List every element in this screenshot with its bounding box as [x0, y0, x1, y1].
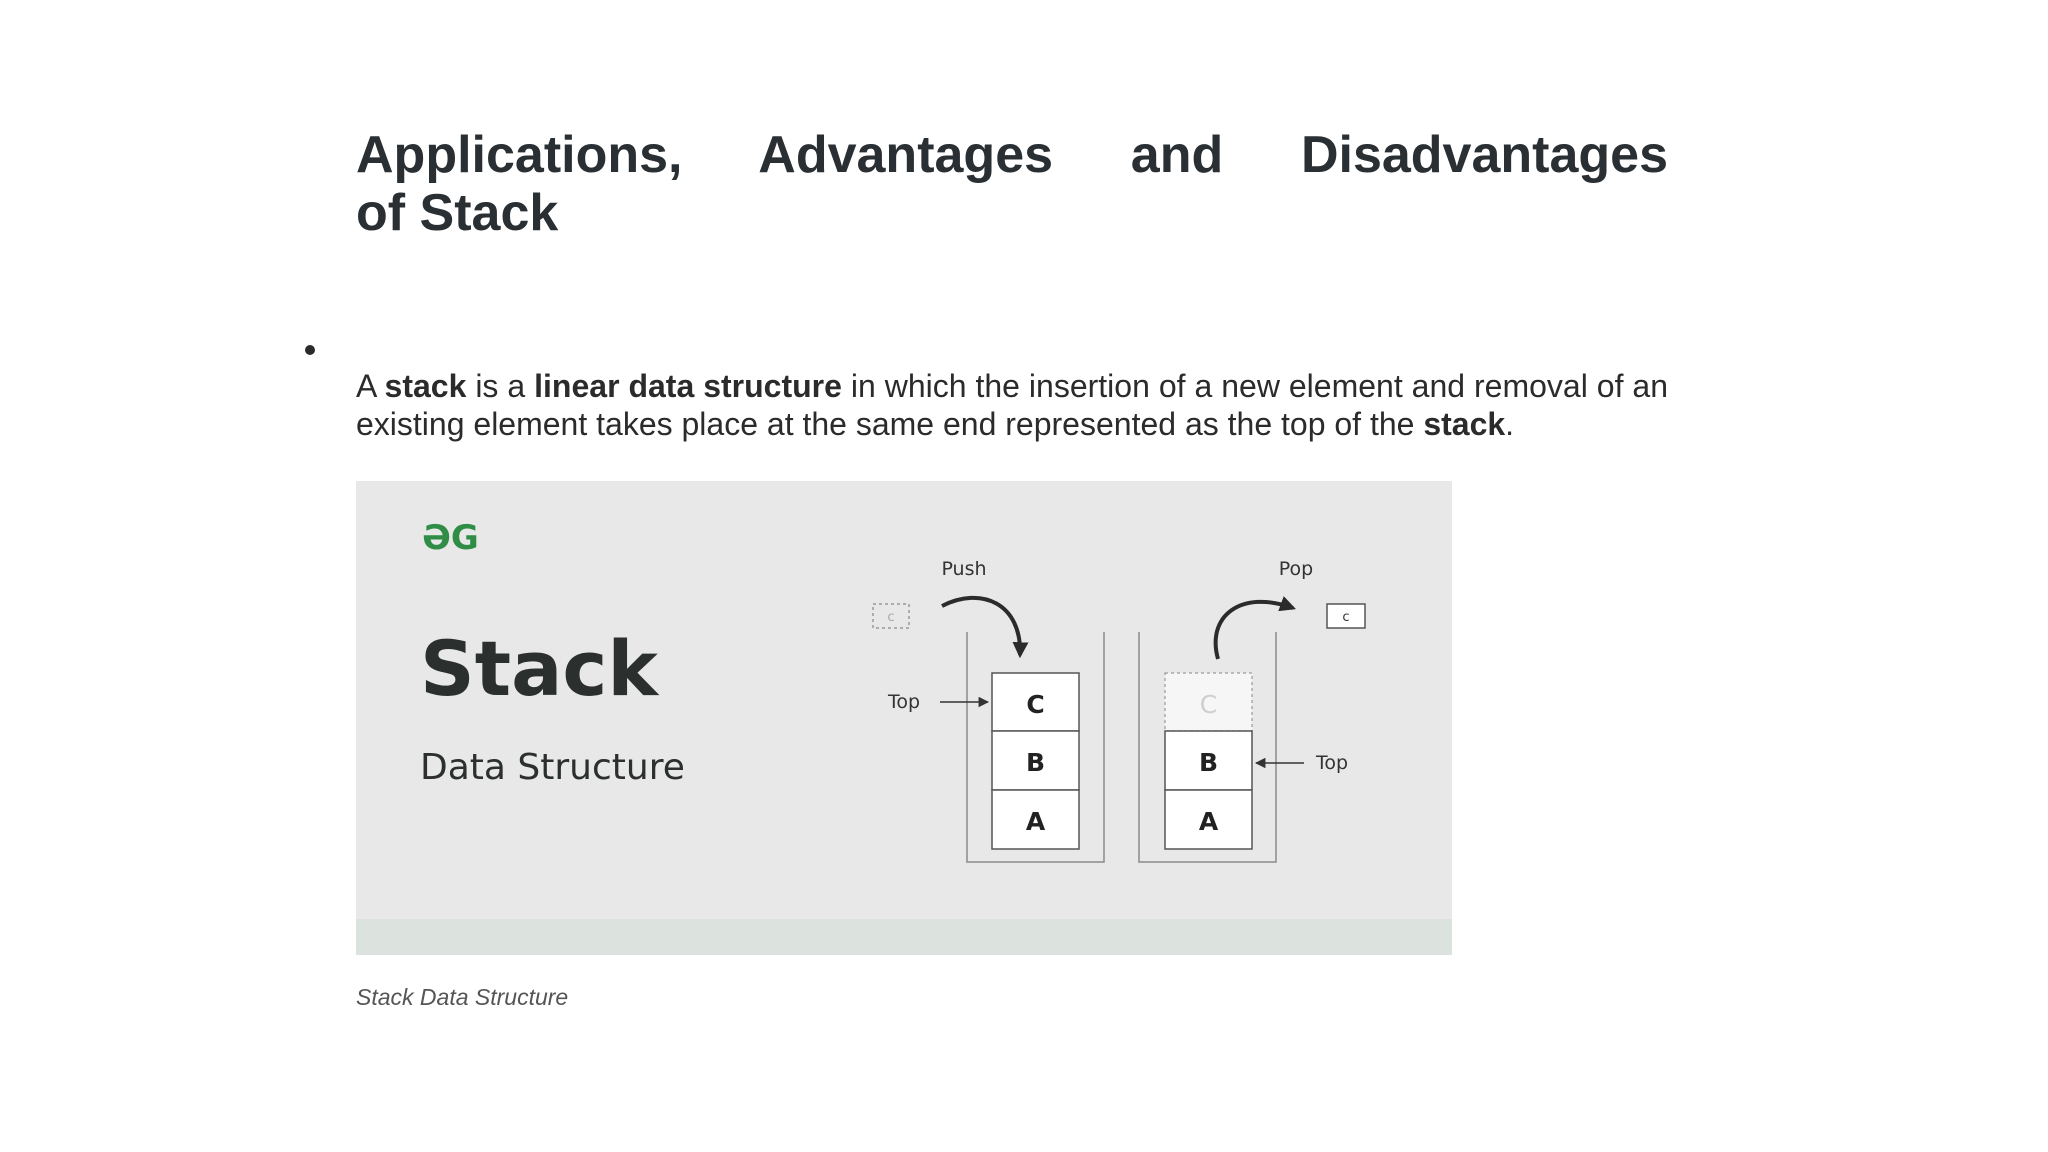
- stack-definition-paragraph: [356, 367, 1668, 443]
- push-stack-cell-label: A: [1025, 807, 1046, 836]
- pop-stack-cell-label: A: [1198, 807, 1219, 836]
- title-line-1: Applications, Advantages and Disadvantages: [356, 126, 1668, 184]
- paragraph-text: .: [1505, 406, 1515, 442]
- paragraph-text: in which the insertion of a new element and removal of an existing element takes place at the same end represented as the top of the: [356, 368, 1669, 442]
- push-stack-cell-label: B: [1025, 748, 1046, 777]
- bold-term-stack: stack: [1423, 406, 1506, 442]
- title-line-2: of Stack: [356, 184, 559, 242]
- push-stack-cell-label: C: [1026, 690, 1045, 719]
- top-label-push: Top: [887, 691, 921, 713]
- bold-term-linear-data-structure: linear data structure: [534, 368, 842, 404]
- stack-diagram: [356, 481, 1452, 955]
- pop-stack: [1165, 673, 1252, 849]
- page-title: [356, 126, 1668, 242]
- outgoing-item-label: c: [1342, 610, 1350, 625]
- figure-caption: Stack Data Structure: [356, 984, 569, 1010]
- push-stack: [992, 673, 1079, 849]
- top-label-pop: Top: [1315, 752, 1349, 774]
- push-label: Push: [941, 558, 987, 580]
- logo-icon: ƏG: [422, 518, 479, 558]
- paragraph-text: A: [356, 368, 385, 404]
- figure-footer-band: [356, 919, 1452, 955]
- pop-stack-cell-label: B: [1198, 748, 1219, 777]
- bold-term-stack: stack: [384, 368, 467, 404]
- stack-figure: [356, 481, 1452, 955]
- figure-heading: Stack: [420, 624, 658, 713]
- figure-subheading: Data Structure: [420, 747, 685, 788]
- pop-label: Pop: [1278, 558, 1314, 580]
- incoming-item-label: c: [887, 610, 895, 625]
- figure-background: [356, 481, 1452, 955]
- bullet-point: [305, 345, 315, 355]
- paragraph-text: is a: [466, 368, 535, 404]
- pop-stack-cell-label: C: [1199, 690, 1218, 719]
